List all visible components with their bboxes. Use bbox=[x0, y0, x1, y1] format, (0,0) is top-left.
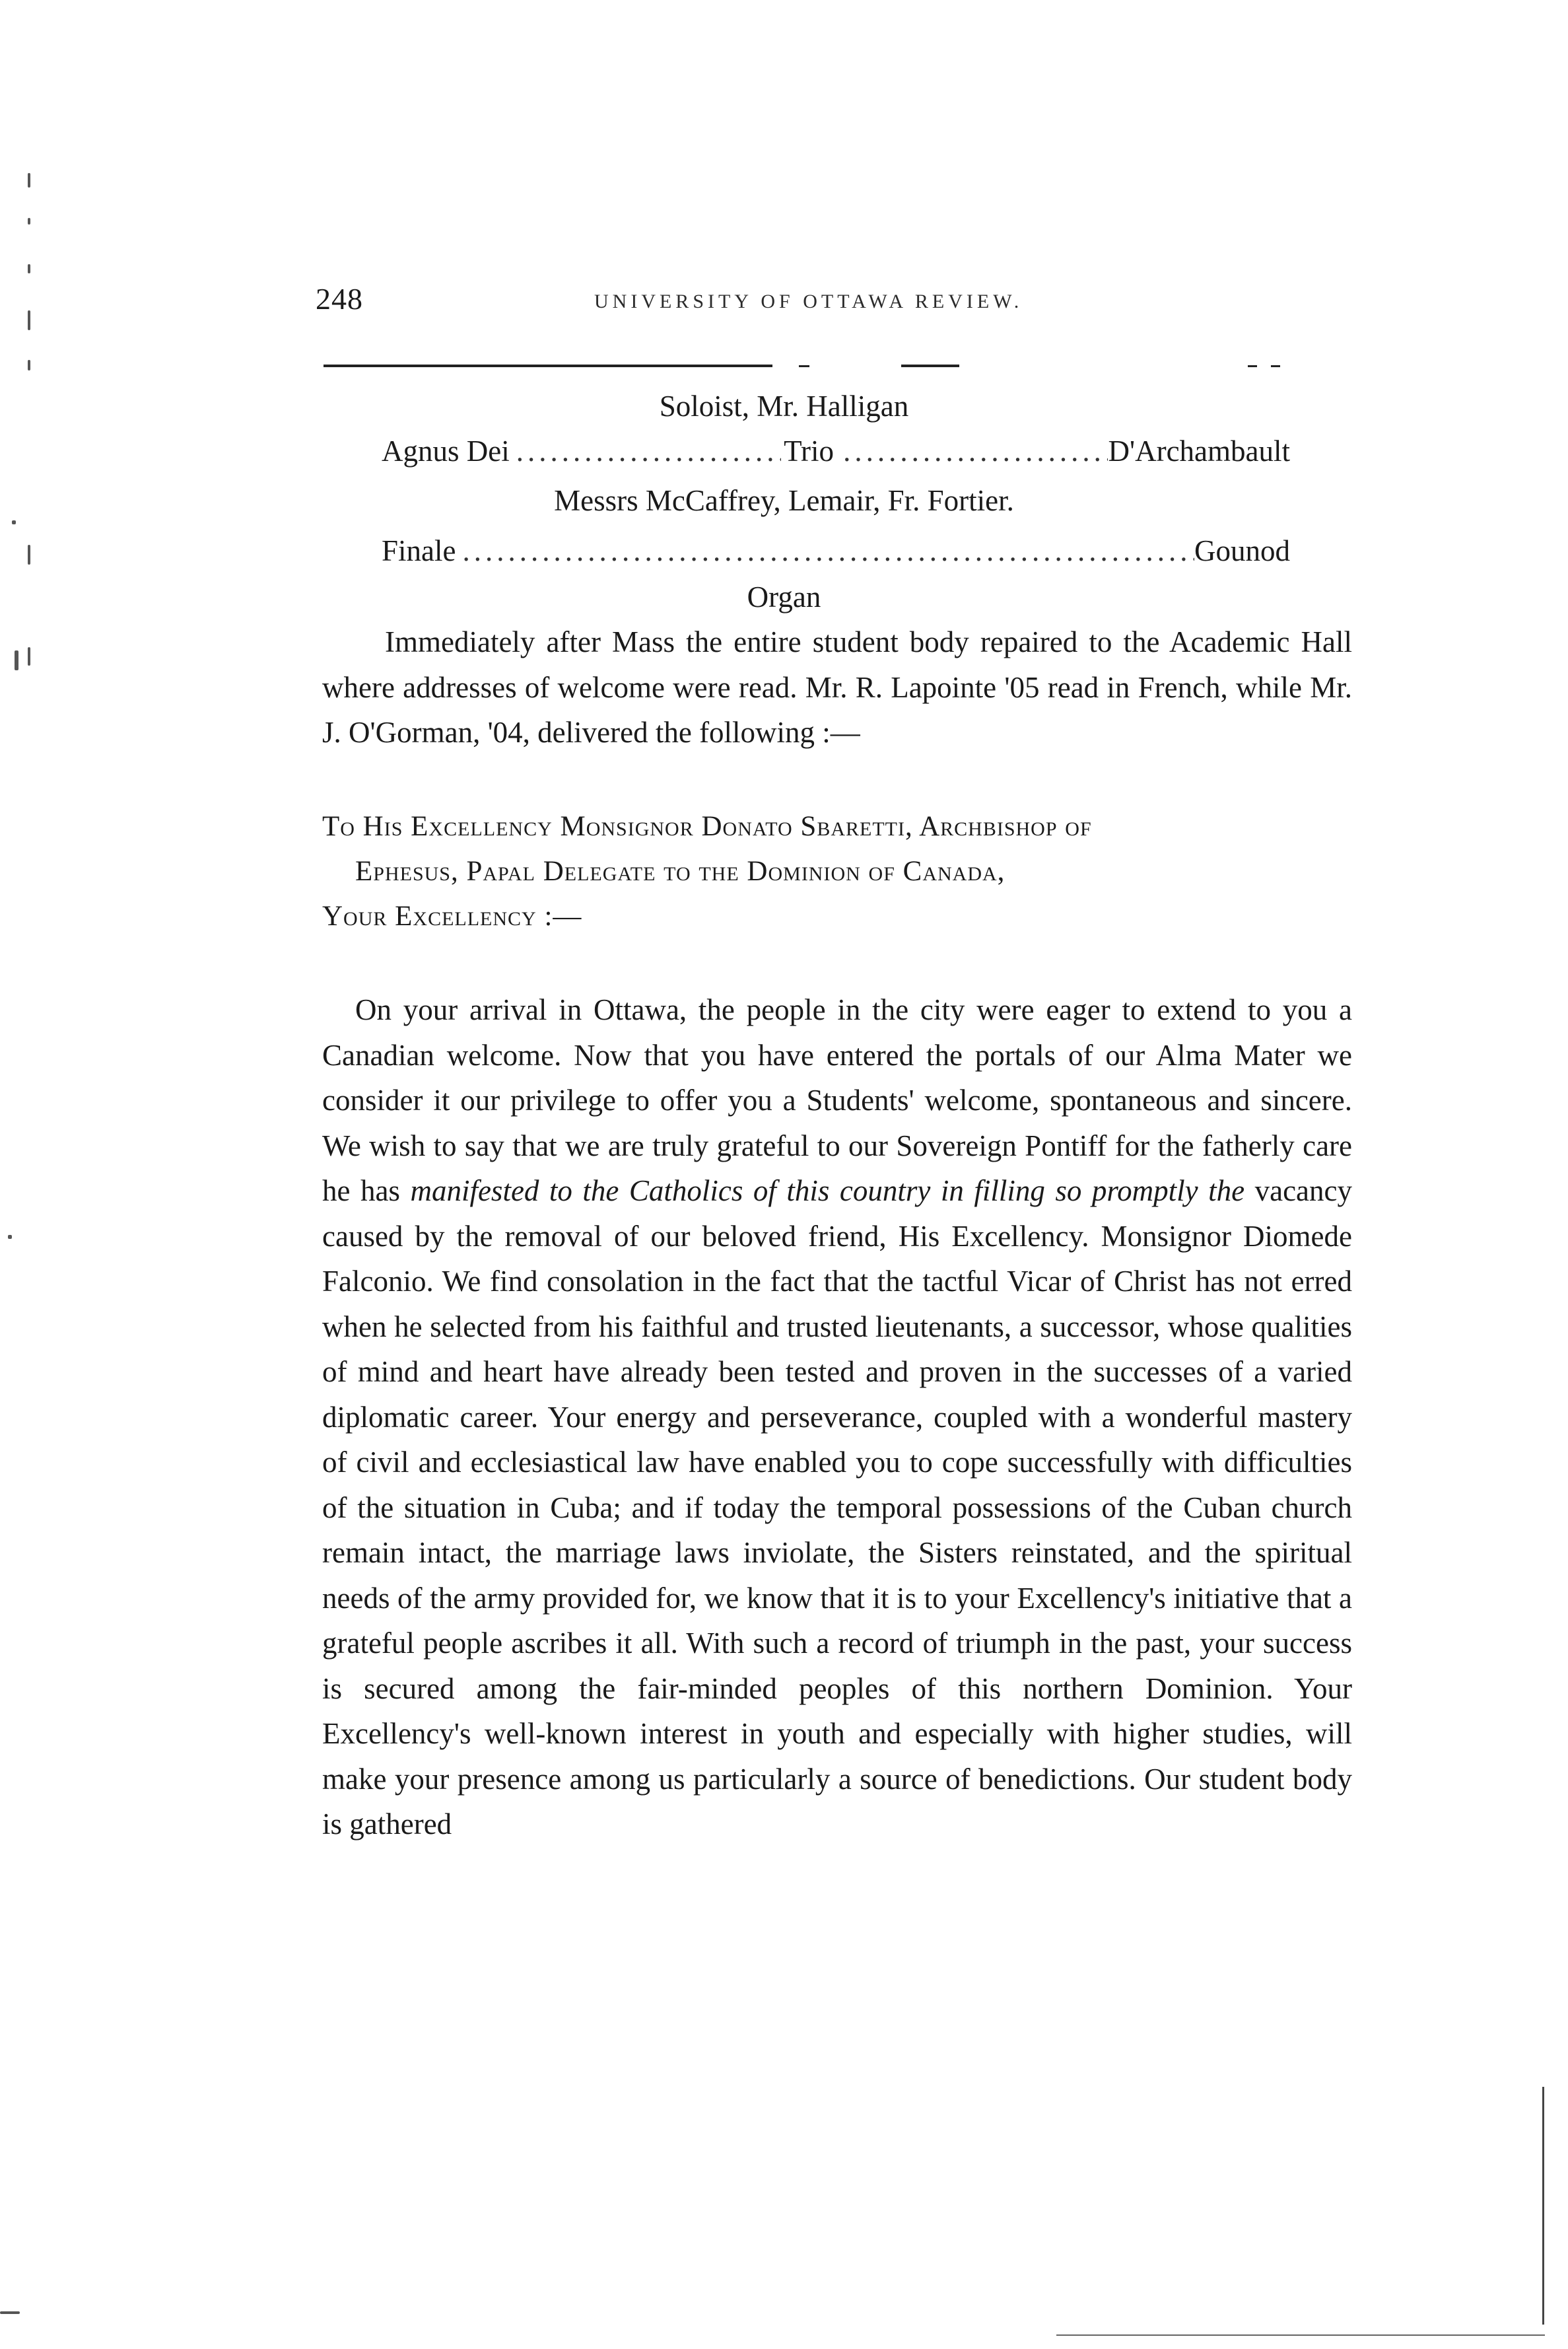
dot-leader bbox=[836, 431, 1108, 471]
letter-paragraph bbox=[322, 987, 1352, 1847]
program-composer: D'Archambault bbox=[1108, 435, 1290, 468]
header-rule-dash bbox=[1271, 365, 1280, 367]
program-composer: Gounod bbox=[1194, 534, 1290, 567]
dot-leader bbox=[456, 531, 1194, 571]
program-row-agnus bbox=[382, 431, 1290, 471]
program-piece-title: Agnus Dei bbox=[382, 435, 510, 468]
address-line-1: To His Excellency Monsignor Donato Sbaretti, Archbishop of bbox=[322, 811, 1092, 842]
scan-speck bbox=[28, 173, 30, 188]
scan-speck bbox=[12, 520, 16, 524]
program-soloist: Soloist, Mr. Halligan bbox=[659, 390, 909, 423]
scan-speck bbox=[28, 360, 30, 370]
page-number: 248 bbox=[316, 282, 363, 316]
program-performers: Messrs McCaffrey, Lemair, Fr. Fortier. bbox=[554, 484, 1014, 517]
header-rule-dash bbox=[1248, 365, 1257, 367]
scan-speck bbox=[15, 650, 18, 670]
program-row-finale bbox=[382, 531, 1290, 571]
dot-leader bbox=[510, 431, 781, 471]
scan-speck bbox=[0, 2311, 20, 2314]
program-organ: Organ bbox=[747, 580, 821, 614]
letter-text-italic: manifested to the Catholics of this country in filling so promptly the bbox=[410, 1174, 1245, 1207]
address-line-2: Ephesus, Papal Delegate to the Dominion of Canada, bbox=[355, 856, 1006, 887]
running-title: UNIVERSITY OF OTTAWA REVIEW. bbox=[594, 291, 1023, 312]
header-rule-dash bbox=[799, 365, 809, 367]
intro-text: Immediately after Mass the entire student body repaired to the Academic Hall where addresses of welcome were read. Mr. R. Lapointe '05 read in French, while Mr. J. O'Gorman, '04, delivered the following :— bbox=[322, 625, 1352, 749]
header-rule-dash bbox=[901, 365, 959, 367]
salutation: Your Excellency :— bbox=[322, 901, 582, 932]
intro-paragraph bbox=[322, 619, 1352, 755]
margin-edge-line bbox=[1542, 2087, 1544, 2325]
letter-text: On your arrival in Ottawa, the people in the city were eager to extend to you a Canadian welcome. Now that you have entered the portals of our Alma Mater we consider it our privilege to offer you a Students' welcome, spontaneous and sincere. We wish to say that we are truly grateful to our Sovereign Pontiff for the fatherly care he has bbox=[322, 993, 1352, 1207]
scan-speck bbox=[28, 264, 30, 273]
letter-text: vacancy caused by the removal of our beloved friend, His Excellency. Monsignor Diomede Falconio. We find consolation in the fact that the tactful Vicar of Christ has not erred when he selected from his faithful and trusted lieutenants, a successor, whose qualities of mind and heart have already been tested and proven in the successes of a varied diplomatic career. Your energy and perseverance, coupled with a wonderful mastery of civil and ecclesiastical law have enabled you to cope successfully with difficulties of the situation in Cuba; and if today the temporal possessions of the Cuban church remain intact, the marriage laws inviolate, the Sisters reinstated, and the spiritual needs of the army provided for, we know that it is to your Excellency's initiative that a grateful people ascribes it all. With such a record of triumph in the past, your success is secured among the fair-minded peoples of this northern Dominion. Your Excellency's well-known interest in youth and especially with higher studies, will make your presence among us particularly a source of benedictions. Our student body is gathered bbox=[322, 1174, 1353, 1841]
letter-body bbox=[322, 987, 1352, 1847]
scan-speck bbox=[8, 1235, 12, 1239]
scan-speck bbox=[28, 545, 30, 565]
scan-speck bbox=[28, 310, 30, 330]
header-rule bbox=[324, 365, 772, 367]
scan-speck bbox=[28, 218, 30, 225]
address-heading bbox=[322, 804, 1352, 939]
scan-speck bbox=[28, 647, 30, 666]
program-piece-title: Finale bbox=[382, 534, 456, 567]
program-piece-form: Trio bbox=[784, 435, 835, 468]
bottom-edge-line bbox=[1056, 2334, 1545, 2336]
